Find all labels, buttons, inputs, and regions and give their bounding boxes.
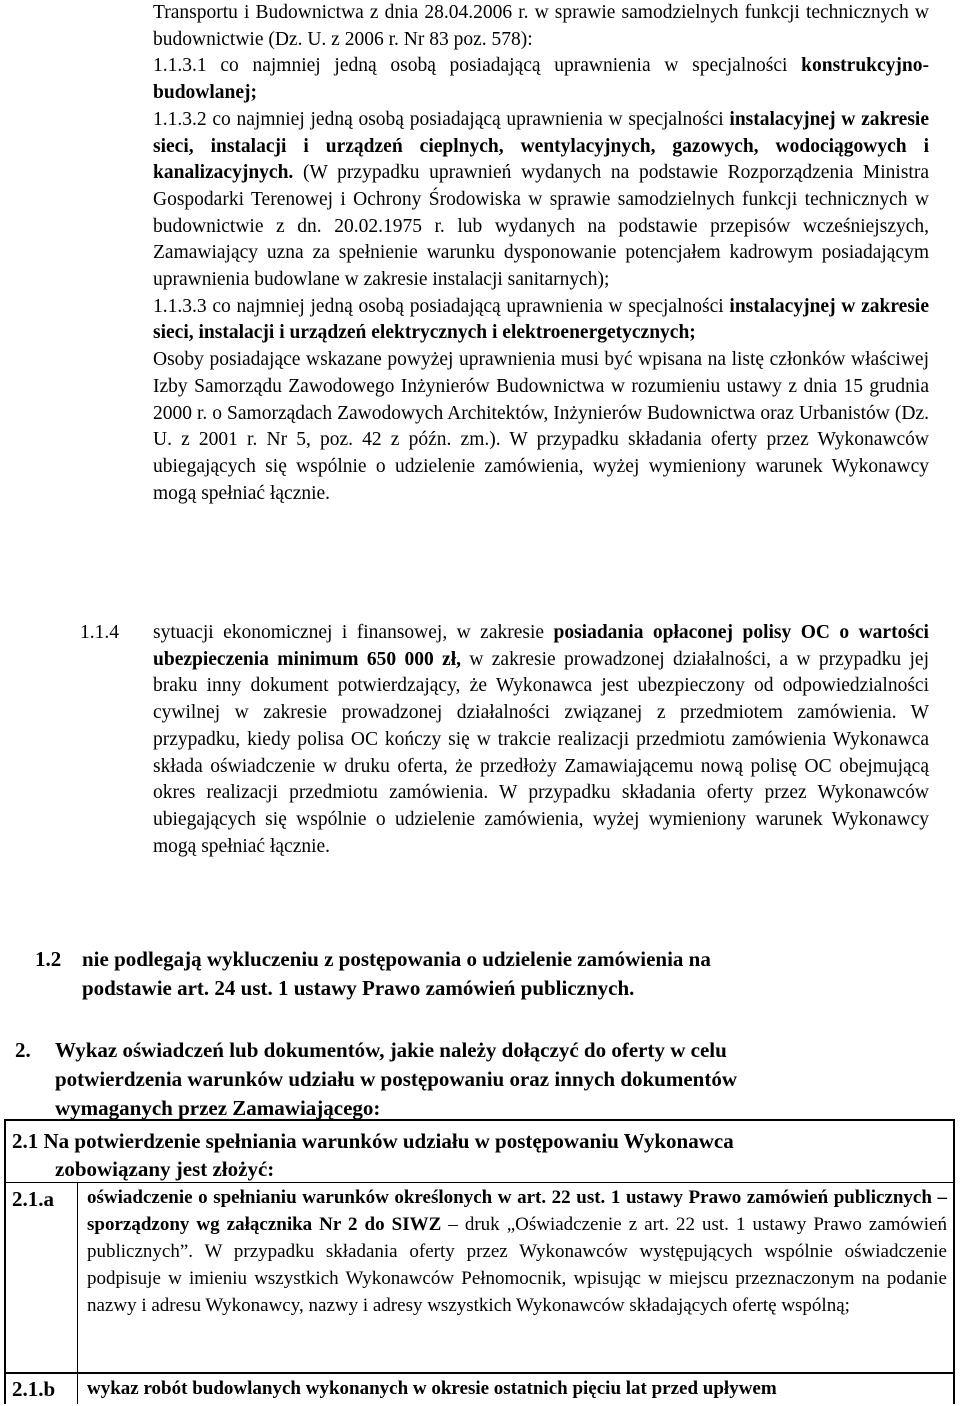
row-2-1-line2: zobowiązany jest złożyć: bbox=[55, 1157, 275, 1181]
table-column-divider bbox=[77, 1182, 78, 1404]
row-2-1-a-rest: – druk „Oświadczenie z art. 22 ust. 1 ustawy Prawo zamówień publicznych”. W przypadku składania oferty przez Wykonawców występujących wspólnie oświadczenie podpisuje w imieniu wszystkich Wykonawców Pełnomocnik, wpisując w miejscu przeznaczonym na podanie nazwy i adresu Wykonawcy, nazwy i adresy wszystkich Wykonawców składających ofertę wspólną; bbox=[87, 1214, 947, 1316]
item-1-1-3-2 bbox=[153, 107, 929, 294]
row-2-1-a-content bbox=[87, 1184, 947, 1319]
item-1-1-3-3 bbox=[153, 294, 929, 347]
closing-paragraph: Osoby posiadające wskazane powyżej uprawnienia musi być wpisana na listę członków właściwej Izby Samorządu Zawodowego Inżynierów Budownictwa w rozumieniu ustawy z dnia 15 grudnia 2000 r. o Samorządach Zawodowych Architektów, Inżynierów Budownictwa oraz Urbanistów (Dz. U. z 2001 r. Nr 5, poz. 42 z późn. zm.). W przypadku składania oferty przez Wykonawców ubiegających się wspólnie o udzielenie zamówienia, wyżej wymieniony warunek Wykonawcy mogą spełniać łącznie. bbox=[153, 349, 929, 504]
row-number-2-1-a: 2.1.a bbox=[12, 1187, 54, 1211]
intro-section bbox=[153, 0, 929, 507]
item-1-1-3-2-rest: (W przypadku uprawnień wydanych na podstawie Rozporządzenia Ministra Gospodarki Terenowej i Ochrony Środowiska w sprawie samodzielnych funkcji technicznych w budownictwie z dn. 20.02.1975 r. lub wydanych na podstawie przepisów wcześniejszych, Zamawiający uzna za spełnienie warunku dysponowanie potencjałem kadrowym posiadającym uprawnienia budowlane w zakresie instalacji sanitarnych); bbox=[153, 162, 929, 291]
section-1-1-4-text-a: sytuacji ekonomicznej i finansowej, w zakresie bbox=[153, 622, 554, 643]
section-1-1-4-text bbox=[153, 620, 929, 860]
row-2-1-line1: 2.1 Na potwierdzenie spełniania warunków udziału w postępowaniu Wykonawca bbox=[12, 1129, 734, 1153]
section-1-1-4 bbox=[153, 620, 929, 860]
item-1-1-3-3-text: 1.1.3.3 co najmniej jedną osobą posiadającą uprawnienia w specjalności bbox=[153, 295, 724, 317]
section-2-line3: wymaganych przez Zamawiającego: bbox=[55, 1096, 381, 1120]
row-2-1-b-text: wykaz robót budowlanych wykonanych w okresie ostatnich pięciu lat przed upływem bbox=[87, 1378, 777, 1399]
item-1-1-3-2-bold: instalacyjnej w zakresie sieci, instalacji i urządzeń cieplnych, wentylacyjnych, gazowych, wodociągowych i kanalizacyjnych. bbox=[153, 108, 930, 184]
item-1-1-3-3-bold: instalacyjnej w zakresie sieci, instalacji i urządzeń elektrycznych i elektroenergetycznych; bbox=[153, 295, 930, 344]
table-border-left bbox=[4, 1119, 6, 1404]
section-2-line1: Wykaz oświadczeń lub dokumentów, jakie należy dołączyć do oferty w celu bbox=[55, 1038, 727, 1062]
table-divider bbox=[4, 1182, 955, 1183]
item-1-1-3-1 bbox=[153, 53, 929, 106]
section-number-1-2: 1.2 bbox=[35, 947, 62, 971]
section-1-2-line2: podstawie art. 24 ust. 1 ustawy Prawo zamówień publicznych. bbox=[82, 976, 635, 1000]
row-2-1-a-text bbox=[87, 1184, 947, 1319]
table-row-2-1 bbox=[12, 1127, 947, 1183]
section-1-1-4-bold: posiadania opłaconej polisy OC o wartości ubezpieczenia minimum 650 000 zł, bbox=[153, 622, 929, 670]
intro-paragraph: Transportu i Budownictwa z dnia 28.04.2006 r. w sprawie samodzielnych funkcji technicznych w budownictwie (Dz. U. z 2006 r. Nr 83 poz. 578): bbox=[153, 2, 929, 50]
section-1-2 bbox=[35, 945, 930, 1003]
table-border-right bbox=[953, 1119, 955, 1404]
section-2-heading bbox=[15, 1036, 930, 1123]
section-2-line2: potwierdzenia warunków udziału w postępowaniu oraz innych dokumentów bbox=[55, 1067, 738, 1091]
row-2-1-a-bold: oświadczenie o spełnianiu warunków określonych w art. 22 ust. 1 ustawy Prawo zamówień publicznych – sporządzony wg załącznika Nr 2 do SIWZ bbox=[87, 1187, 947, 1235]
section-number-1-1-4: 1.1.4 bbox=[80, 622, 119, 643]
table-divider bbox=[4, 1372, 955, 1374]
item-1-1-3-1-bold: konstrukcyjno-budowlanej; bbox=[153, 55, 929, 104]
row-number-2-1-b: 2.1.b bbox=[12, 1377, 56, 1401]
item-1-1-3-2-text: 1.1.3.2 co najmniej jedną osobą posiadającą uprawnienia w specjalności bbox=[153, 108, 724, 130]
item-1-1-3-1-text: 1.1.3.1 co najmniej jedną osobą posiadającą uprawnienia w specjalności bbox=[153, 55, 788, 77]
section-1-2-line1: nie podlegają wykluczeniu z postępowania o udzielenie zamówienia na bbox=[82, 947, 711, 971]
section-number-2: 2. bbox=[15, 1038, 31, 1062]
section-1-1-4-text-b: w zakresie prowadzonej działalności, a w przypadku jej braku inny dokument potwierdzający, że Wykonawca jest ubezpieczony od odpowiedzialności cywilnej w zakresie prowadzonej działalności związanej z przedmiotem zamówienia. W przypadku, kiedy polisa OC kończy się w trakcie realizacji przedmiotu zamówienia Wykonawca składa oświadczenie w druku oferta, że przedłoży Zamawiającemu nową polisę OC obejmującą okres realizacji przedmiotu zamówienia. W przypadku składania oferty przez Wykonawców ubiegających się wspólnie o udzielenie zamówienia, wyżej wymieniony warunek Wykonawcy mogą spełniać łącznie. bbox=[153, 648, 929, 857]
